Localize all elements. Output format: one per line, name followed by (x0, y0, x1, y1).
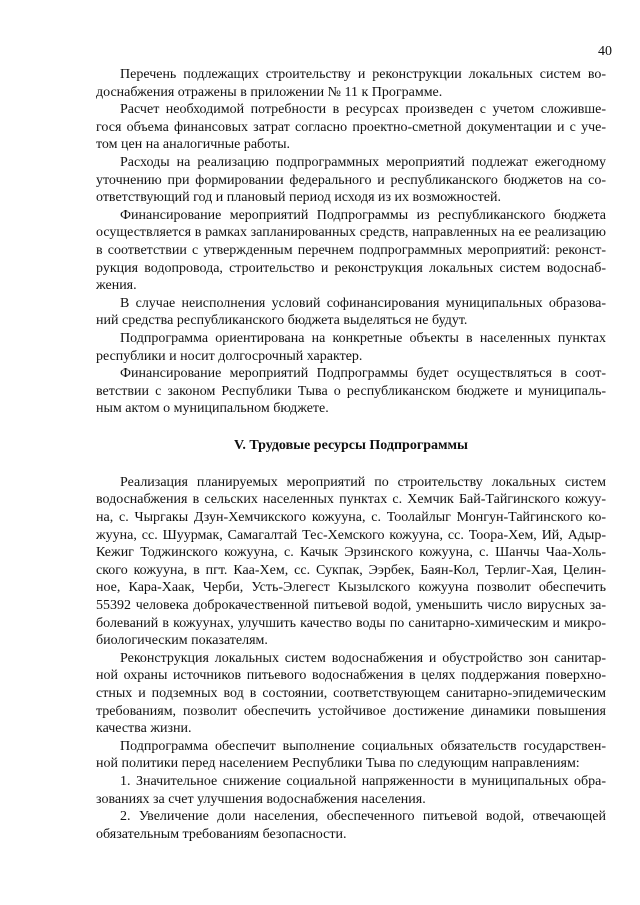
paragraph-republic-financing: Финансирование мероприятий Подпрограммы из республиканского бюджета осуществляется в рамках запланированных средств, направленных на ее реализацию в соответствии с утвержденным перечнем подпрограммных мероприятий: реконст-рукция водопровода, строительство и реконструкция локальных систем водоснаб-жения. (96, 207, 606, 294)
list-item: 1. Значительное снижение социальной напряженности в муниципальных обра-зованиях за счет улучшения водоснабжения населения. (96, 773, 606, 807)
paragraph-settlements: Реализация планируемых мероприятий по строительству локальных систем водоснабжения в сельских населенных пунктах с. Хемчик Бай-Тайгинского кожуу-на, с. Чыргакы Дзун-Хемчикского кожууна, с. Тоолайлыг Монгун-Тайгинского ко-жууна, сс. Шуурмак, Самагалтай Тес-Хемского кожууна, сс. Тоора-Хем, Ий, Адыр-Кежиг Тоджинского кожууна, с. Качык Эрзинского кожууна, с. Шанчы Чаа-Холь-ского кожууна, в пгт. Каа-Хем, сс. Сукпак, Ээрбек, Баян-Кол, Терлиг-Хая, Целин-ное, Кара-Хаак, Черби, Усть-Элегест Кызылского кожууна позволит обеспечить 55392 человека доброкачественной питьевой водой, уменьшить число вирусных за-болеваний в кожуунах, улучшить качество воды по санитарно-химическим и микро-биологическим показателям. (96, 474, 606, 649)
spacer (96, 418, 606, 437)
spacer (96, 455, 606, 474)
paragraph-resource-calculation: Расчет необходимой потребности в ресурсах произведен с учетом сложивше-гося объема финансовых затрат согласно проектно-сметной документации и с уче-том цен на аналогичные работы. (96, 102, 606, 153)
paragraph-social-obligations: Подпрограмма обеспечит выполнение социальных обязательств государствен-ной политики перед населением Республики Тыва по следующим направлениям: (96, 738, 606, 772)
paragraph-reconstruction: Реконструкция локальных систем водоснабжения и обустройство зон санитар-ной охраны источников питьевого водоснабжения в целях поддержания поверхно-стных и подземных вод в состоянии, соответствующем санитарно-эпидемическим требованиям, позволит обеспечить устойчивое достижение динамики повышения качества жизни. (96, 650, 606, 737)
list-item: 2. Увеличение доли населения, обеспеченного питьевой водой, отвечающей обязательным требованиям безопасности. (96, 809, 606, 842)
paragraph-long-term-focus: Подпрограмма ориентирована на конкретные объекты в населенных пунктах республики и носит долгосрочный характер. (96, 330, 606, 364)
paragraph-annual-adjustment: Расходы на реализацию подпрограммных мероприятий подлежат ежегодному уточнению при формировании федерального и республиканского бюджетов на со-ответствующий год и плановый период исходя из их возможностей. (96, 154, 606, 206)
section-heading: V. Трудовые ресурсы Подпрограммы (234, 437, 468, 453)
paragraph-plan-list: Перечень подлежащих строительству и реконструкции локальных систем во-доснабжения отражены в приложении № 11 к Программе. (96, 67, 606, 100)
paragraph-budget-law: Финансирование мероприятий Подпрограммы будет осуществляться в соот-ветствии с законом Республики Тыва о республиканском бюджете и муниципаль-ным актом о муниципальном бюджете. (96, 366, 606, 417)
paragraph-cofinancing-conditions: В случае неисполнения условий софинансирования муниципальных образова-ний средства республиканского бюджета выделяться не будут. (96, 295, 606, 329)
document-body (96, 66, 606, 843)
page-number: 40 (598, 44, 612, 59)
